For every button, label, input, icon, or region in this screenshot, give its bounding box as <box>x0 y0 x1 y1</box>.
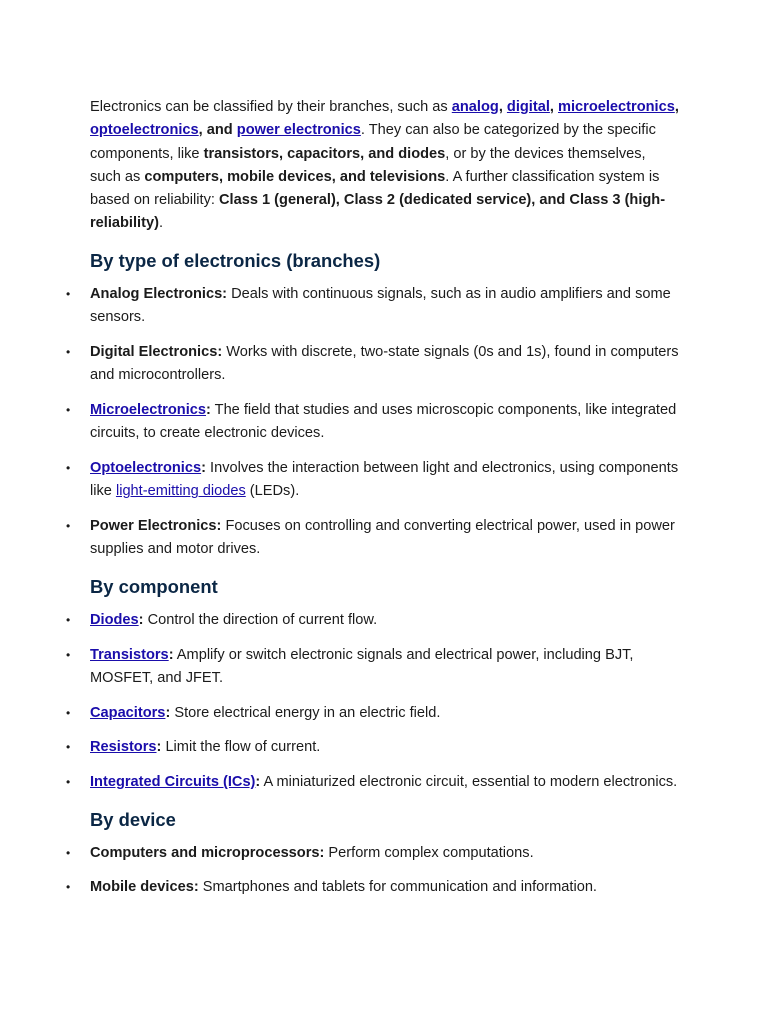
item-colon: : <box>205 401 211 418</box>
bullet-glyph: • <box>66 344 71 359</box>
list-item <box>66 842 680 865</box>
item-text: Focuses on controlling and converting electrical power, used in power supplies and motor drives. <box>90 518 675 558</box>
article-body <box>66 96 680 900</box>
section-heading-device: By device <box>90 808 176 830</box>
link-light-emitting-diodes[interactable]: light-emitting diodes <box>115 483 246 500</box>
link-analog[interactable]: analog <box>451 99 499 115</box>
intro-sep: , <box>498 99 507 115</box>
item-text: Involves the interaction between light and electronics, using components like <box>90 460 679 500</box>
list-item <box>66 283 680 330</box>
item-term: Mobile devices: <box>90 879 199 896</box>
item-text: A miniaturized electronic circuit, essential to modern electronics. <box>260 774 678 791</box>
intro-sep: , <box>674 99 679 115</box>
device-list <box>66 842 680 900</box>
list-item <box>66 736 680 759</box>
link-microelectronics[interactable]: microelectronics <box>558 99 675 115</box>
item-tail: (LEDs). <box>245 483 300 500</box>
intro-devices: computers, mobile devices, and televisions <box>144 168 446 185</box>
link-integrated-circuits[interactable]: Integrated Circuits (ICs) <box>90 774 256 791</box>
link-diodes[interactable]: Diodes <box>90 611 139 628</box>
section-heading-component: By component <box>90 575 218 597</box>
item-colon: : <box>255 774 261 791</box>
intro-classes: Class 1 (general), Class 2 (dedicated service), and Class 3 (high-reliability) <box>90 192 666 232</box>
bullet-glyph: • <box>66 705 71 720</box>
item-text: Limit the flow of current. <box>161 739 321 756</box>
branches-list <box>66 283 680 562</box>
bullet-glyph: • <box>66 519 71 534</box>
intro-text: Electronics can be classified by their branches, such as <box>90 99 452 115</box>
bullet-glyph: • <box>66 775 71 790</box>
link-transistors[interactable]: Transistors <box>90 646 169 663</box>
item-colon: : <box>201 460 206 477</box>
link-optoelectronics[interactable]: optoelectronics <box>90 122 199 139</box>
item-text: Perform complex computations. <box>324 844 534 861</box>
item-term: Digital Electronics: <box>90 343 223 360</box>
list-item <box>66 771 680 794</box>
intro-paragraph <box>90 96 680 236</box>
link-digital[interactable]: digital <box>506 99 550 115</box>
list-item <box>66 876 680 899</box>
list-item <box>66 702 680 725</box>
bullet-glyph: • <box>66 880 71 895</box>
item-colon: : <box>156 739 162 756</box>
list-item <box>66 609 680 632</box>
item-text: Deals with continuous signals, such as in audio amplifiers and some sensors. <box>90 285 671 326</box>
link-optoelectronics-term[interactable]: Optoelectronics <box>90 460 202 477</box>
item-term: Computers and microprocessors: <box>90 844 325 861</box>
intro-text: . They can also be categorized by the specific components, like <box>90 122 656 162</box>
item-term: Power Electronics: <box>90 518 222 535</box>
item-colon: : <box>168 646 174 663</box>
item-text: Amplify or switch electronic signals and electrical power, including BJT, MOSFET, and JFET. <box>90 646 634 686</box>
item-text: Smartphones and tablets for communication and information. <box>198 879 597 896</box>
list-item <box>66 515 680 562</box>
item-text: The field that studies and uses microscopic components, like integrated circuits, to create electronic devices. <box>90 401 677 442</box>
intro-text: , or by the devices themselves, such as <box>90 145 646 185</box>
link-capacitors[interactable]: Capacitors <box>90 704 166 721</box>
intro-text: . A further classification system is based on reliability: <box>90 168 660 209</box>
bullet-glyph: • <box>66 845 71 860</box>
item-colon: : <box>165 704 171 721</box>
section-heading-branches: By type of electronics (branches) <box>90 249 381 271</box>
list-item <box>66 341 680 388</box>
intro-components: transistors, capacitors, and diodes <box>203 145 446 162</box>
bullet-glyph: • <box>66 402 71 417</box>
item-text: Works with discrete, two-state signals (0s and 1s), found in computers and microcontrollers. <box>90 343 679 384</box>
item-text: Store electrical energy in an electric field. <box>170 704 441 721</box>
list-item <box>66 399 680 446</box>
link-resistors[interactable]: Resistors <box>90 739 157 756</box>
item-colon: : <box>138 611 144 628</box>
component-list <box>66 609 680 795</box>
link-power-electronics[interactable]: power electronics <box>236 122 361 139</box>
item-text: Control the direction of current flow. <box>143 611 378 628</box>
link-microelectronics-term[interactable]: Microelectronics <box>90 401 206 418</box>
item-term: Analog Electronics: <box>90 285 228 302</box>
intro-text: . <box>158 215 163 232</box>
bullet-glyph: • <box>66 461 71 476</box>
intro-sep: , <box>549 99 559 115</box>
intro-and: , and <box>198 122 237 139</box>
bullet-glyph: • <box>66 612 71 627</box>
bullet-glyph: • <box>66 286 71 301</box>
bullet-glyph: • <box>66 740 71 755</box>
bullet-glyph: • <box>66 647 71 662</box>
list-item <box>66 644 680 691</box>
list-item <box>66 457 680 504</box>
